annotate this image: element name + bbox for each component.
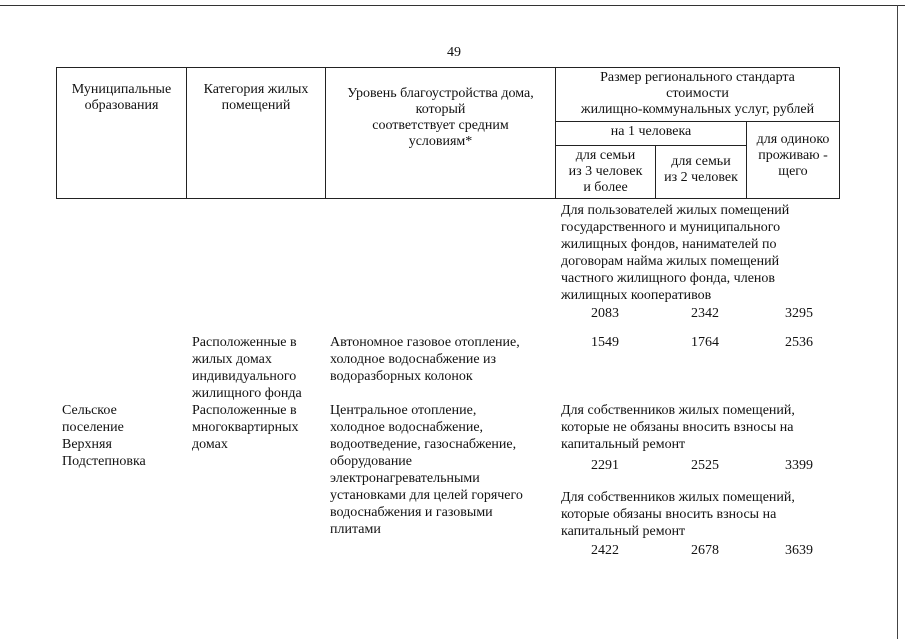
owners-no-fee-label: Для собственников жилых помещений, которые не обязаны вносить взносы на капитальный ремонт — [561, 403, 795, 452]
header-per-person: на 1 человека — [556, 122, 747, 146]
section-users-label: Для пользователей жилых помещений государственного и муниципального жилищных фондов, нанимателей по договорам найма жилых помещений частного жилищного фонда, членов жилищных кооперативов — [561, 203, 790, 303]
owners-fee-value-single: 3639 — [785, 543, 813, 558]
individual-value-family3: 1549 — [591, 335, 619, 350]
owners-no-fee-value-single: 3399 — [785, 458, 813, 473]
page-right-border — [897, 5, 898, 639]
apartment-level: Центральное отопление, холодное водоснабжение, водоотведение, газоснабжение, оборудование электронагревательными установками для целей горячего водоснабжения и газовыми плитами — [330, 403, 523, 537]
header-single: для одиноко проживаю - щего — [747, 122, 840, 199]
owners-no-fee-value-family2: 2525 — [691, 458, 719, 473]
table-header — [56, 67, 840, 199]
header-category: Категория жилых помещений — [187, 68, 326, 199]
owners-no-fee-value-family3: 2291 — [591, 458, 619, 473]
individual-value-single: 2536 — [785, 335, 813, 350]
owners-fee-value-family2: 2678 — [691, 543, 719, 558]
header-standard: Размер регионального стандарта стоимости жилищно-коммунальных услуг, рублей — [556, 68, 840, 122]
page-number: 49 — [447, 45, 461, 60]
individual-level: Автономное газовое отопление, холодное водоснабжение из водоразборных колонок — [330, 335, 520, 384]
header-level: Уровень благоустройства дома, который соответствует средним условиям* — [326, 68, 556, 199]
header-municipality: Муниципальные образования — [57, 68, 187, 199]
page-top-border — [0, 5, 905, 6]
users-value-single: 3295 — [785, 306, 813, 321]
header-family2: для семьи из 2 человек — [656, 146, 747, 199]
apartment-category: Расположенные в многоквартирных домах — [192, 403, 299, 452]
municipality-name: Сельское поселение Верхняя Подстепновка — [62, 403, 146, 469]
users-value-family2: 2342 — [691, 306, 719, 321]
individual-value-family2: 1764 — [691, 335, 719, 350]
users-value-family3: 2083 — [591, 306, 619, 321]
owners-fee-value-family3: 2422 — [591, 543, 619, 558]
individual-category: Расположенные в жилых домах индивидуального жилищного фонда — [192, 335, 302, 401]
owners-fee-label: Для собственников жилых помещений, которые обязаны вносить взносы на капитальный ремонт — [561, 490, 795, 539]
header-family3: для семьи из 3 человек и более — [556, 146, 656, 199]
